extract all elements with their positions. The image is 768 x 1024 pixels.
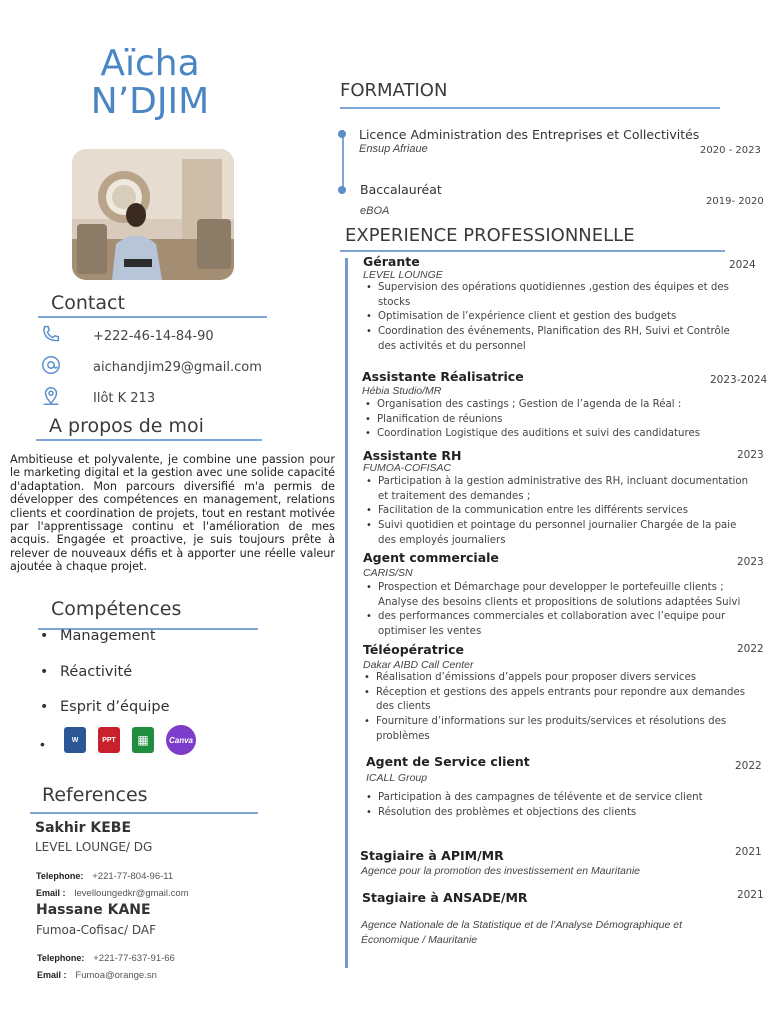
word-icon: W xyxy=(64,727,86,753)
skills-title: Compétences xyxy=(51,598,182,620)
contact-email-text[interactable]: aichandjim29@gmail.com xyxy=(93,359,262,375)
job-bullets: • Participation à la gestion administrative des RH, incluant documentation et traitement des demandes ; • Facilitation de la communication entre les différents services • Suivi quotidien et pointage du personnel journalier Chargée de la paie des employés journaliers xyxy=(364,475,754,549)
job-company: CARIS/SN xyxy=(363,567,413,579)
ref-name: Hassane KANE xyxy=(36,902,151,918)
job-title: Agent commerciale xyxy=(363,550,499,565)
job-company: ICALL Group xyxy=(366,772,428,784)
job-company: FUMOA-COFISAC xyxy=(363,462,452,474)
job-title: Stagiaire à APIM/MR xyxy=(360,848,504,863)
job-title: Téléopératrice xyxy=(363,642,465,657)
job-company: Agence pour la promotion des investissement en Mauritanie xyxy=(361,865,640,877)
experience-rule xyxy=(340,250,725,252)
formation-timeline xyxy=(342,130,344,190)
at-icon xyxy=(40,354,62,381)
job-title: Assistante RH xyxy=(363,448,462,463)
job-company: Agence Nationale de la Statistique et de l’Analyse Démographique et Économique / Mauritanie xyxy=(361,919,683,946)
skill-item: • Esprit d’équipe xyxy=(44,699,170,715)
ref-email: Email : levelloungedkr@gmail.com xyxy=(36,888,189,899)
experience-title: EXPERIENCE PROFESSIONNELLE xyxy=(345,225,635,246)
ref-name: Sakhir KEBE xyxy=(35,820,132,836)
ref-role: Fumoa-Cofisac/ DAF xyxy=(36,923,157,937)
skill-apps-bullet: • xyxy=(40,736,45,752)
formation-dates: 2020 - 2023 xyxy=(700,145,761,156)
job-title: Agent de Service client xyxy=(366,754,530,769)
formation-degree: Licence Administration des Entreprises et Collectivités xyxy=(359,127,700,142)
first-name: Aïcha xyxy=(100,43,200,84)
contact-phone-text: +222-46-14-84-90 xyxy=(93,328,214,344)
formation-rule xyxy=(340,107,720,109)
phone-icon xyxy=(40,323,62,350)
job-company: LEVEL LOUNGE xyxy=(363,269,443,281)
job-dates: 2023 xyxy=(737,556,764,568)
job-dates: 2022 xyxy=(737,643,764,655)
job-bullets: • Réalisation d’émissions d’appels pour proposer divers services • Réception et gestions des appels entrants pour repondre aux demandes des clients • Fourniture d’informations sur les produits/services et résolutions des problèmes xyxy=(362,671,756,745)
job-dates: 2021 xyxy=(737,889,764,901)
ref-phone: Telephone: +221-77-804-96-11 xyxy=(36,871,174,882)
references-title: References xyxy=(42,784,148,806)
job-dates: 2023 xyxy=(737,449,764,461)
about-title: A propos de moi xyxy=(49,415,204,437)
location-icon xyxy=(40,385,62,412)
job-dates: 2022 xyxy=(735,760,762,772)
job-company: Dakar AIBD Call Center xyxy=(363,659,474,671)
job-dates: 2023-2024 xyxy=(710,374,768,386)
contact-rule xyxy=(38,316,267,318)
job-company: Hébia Studio/MR xyxy=(362,385,442,397)
job-title: Assistante Réalisatrice xyxy=(362,369,524,384)
job-dates: 2024 xyxy=(729,259,756,271)
powerpoint-icon: PPT xyxy=(98,727,120,753)
ref-role: LEVEL LOUNGE/ DG xyxy=(35,840,153,854)
formation-dates: 2019- 2020 xyxy=(706,196,764,207)
formation-title: FORMATION xyxy=(340,80,448,101)
job-bullets: • Organisation des castings ; Gestion de l’agenda de la Réal : • Planification de réunions • Coordination Logistique des auditions et suivi des candidatures xyxy=(363,398,758,442)
contact-email xyxy=(40,356,262,378)
job-bullets: • Prospection et Démarchage pour developper le portefeuille clients ; Analyse des besoins clients et propositions de solutions adaptées Suivi • des performances commerciales et collaboration avec l’equipe pour optimiser les ventes xyxy=(364,581,756,640)
job-title: Gérante xyxy=(363,254,420,269)
profile-photo xyxy=(72,149,234,280)
skill-item: • Management xyxy=(44,628,156,644)
formation-school: Ensup Afriaue xyxy=(359,143,428,155)
contact-address-text: Ilôt K 213 xyxy=(93,390,156,406)
job-dates: 2021 xyxy=(735,846,762,858)
skill-item: • Réactivité xyxy=(44,664,132,680)
job-bullets: • Supervision des opérations quotidiennes ,gestion des équipes et des stocks • Optimisation de l’expérience client et gestion des budgets • Coordination des événements, Planification des RH, Suivi et Contrôle des activités et du personnel xyxy=(364,281,749,355)
about-rule xyxy=(36,439,262,441)
job-title: Stagiaire à ANSADE/MR xyxy=(362,890,528,905)
contact-title: Contact xyxy=(51,292,125,314)
ref-phone: Telephone: +221-77-637-91-66 xyxy=(37,953,175,964)
last-name: N’DJIM xyxy=(90,81,210,122)
formation-degree: Baccalauréat xyxy=(360,182,442,197)
contact-address xyxy=(40,387,156,409)
formation-school: eBOA xyxy=(360,205,390,217)
timeline-dot xyxy=(338,186,346,194)
references-rule xyxy=(30,812,258,814)
canva-icon: Canva xyxy=(166,725,196,755)
ref-email: Email : Fumoa@orange.sn xyxy=(37,970,157,981)
about-text: Ambitieuse et polyvalente, je combine une passion pour le marketing digital et la gestion avec une solide capacité d'adaptation. Mon parcours diversifié m'a permis de développer des compétences en management, relations clients et coordination de projets, tout en restant motivée par l'apprentissage continu et l'amélioration de mes acquis. Engagée et proactive, je suis toujours prête à relever de nouveaux défis et à apporter une réelle valeur ajoutée à chaque projet. xyxy=(10,453,335,574)
experience-timeline xyxy=(345,258,348,968)
contact-phone xyxy=(40,325,214,347)
skill-apps xyxy=(64,725,196,755)
job-bullets: • Participation à des campagnes de télévente et de service client • Résolution des problèmes et objections des clients xyxy=(364,791,756,820)
sheets-icon: ▦ xyxy=(132,727,154,753)
timeline-dot xyxy=(338,130,346,138)
